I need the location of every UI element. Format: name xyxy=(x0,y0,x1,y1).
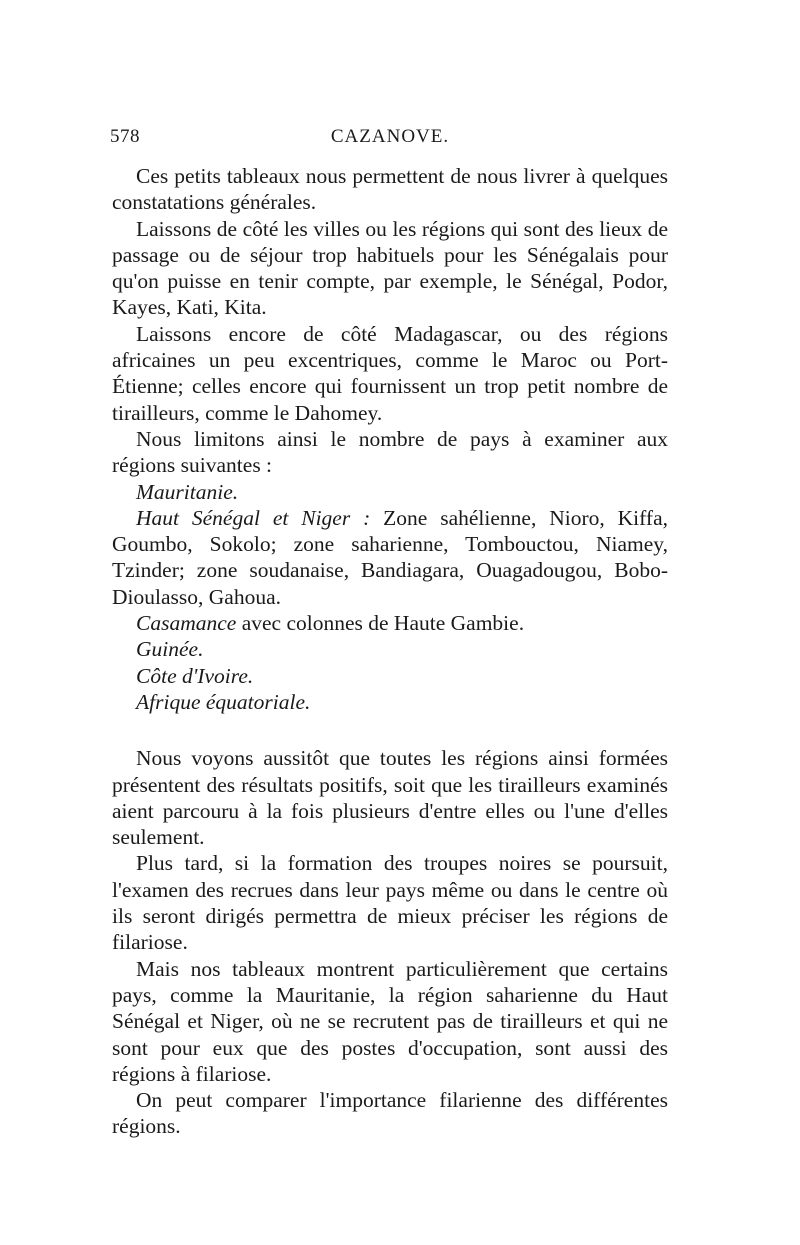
region-haut-senegal-label: Haut Sénégal et Niger : xyxy=(136,505,371,530)
paragraph-7: Mais nos tableaux montrent particulièrement que certains pays, comme la Mauritanie, la région saharienne du Haut Sénégal et Niger, où ne se recrutent pas de tirailleurs et qui ne sont pour eux que des postes d'occupation, sont aussi des régions à filariose. xyxy=(112,956,668,1086)
region-casamance-text: avec colonnes de Haute Gambie. xyxy=(236,611,525,636)
region-haut-senegal xyxy=(112,505,668,610)
running-title: CAZANOVE. xyxy=(330,126,450,147)
region-cote-ivoire: Côte d'Ivoire. xyxy=(136,663,254,688)
region-casamance xyxy=(112,610,668,636)
page-number: 578 xyxy=(110,126,140,147)
body-text xyxy=(112,163,668,1140)
running-head xyxy=(110,126,670,156)
paragraph-1: Ces petits tableaux nous permettent de nous livrer à quelques constatations générales. xyxy=(112,164,668,215)
region-afrique-equatoriale: Afrique équatoriale. xyxy=(136,689,311,714)
paragraph-8: On peut comparer l'importance filarienne des différentes régions. xyxy=(112,1088,668,1139)
paragraph-3: Laissons encore de côté Madagascar, ou des régions africaines un peu excentriques, comme le Maroc ou Port-Étienne; celles encore qui fournissent un trop petit nombre de tirailleurs, comme le Dahomey. xyxy=(112,321,668,425)
paragraph-5: Nous voyons aussitôt que toutes les régions ainsi formées présentent des résultats positifs, soit que les tirailleurs examinés aient parcouru à la fois plusieurs d'entre elles ou l'une d'elles seulement. xyxy=(112,746,668,850)
region-casamance-label: Casamance xyxy=(136,611,237,636)
region-mauritanie: Mauritanie. xyxy=(136,479,239,504)
paragraph-6: Plus tard, si la formation des troupes noires se poursuit, l'examen des recrues dans leur pays même ou dans le centre où ils seront dirigés permettra de mieux préciser les régions de filariose. xyxy=(112,851,668,955)
section-gap xyxy=(112,715,668,745)
paragraph-4: Nous limitons ainsi le nombre de pays à examiner aux régions suivantes : xyxy=(112,426,668,478)
paragraph-2: Laissons de côté les villes ou les régions qui sont des lieux de passage ou de séjour trop habituels pour les Sénégalais pour qu'on puisse en tenir compte, par exemple, le Sénégal, Podor, Kayes, Kati, Kita. xyxy=(112,216,668,320)
region-haut-senegal-text: Zone sahélienne, Nioro, Kiffa, Goumbo, Sokolo; zone saharienne, Tombouctou, Niamey, Tzinder; zone soudanaise, Bandiagara, Ouagadougou, Bobo-Dioulasso, Gahoua. xyxy=(112,505,668,609)
region-guinee: Guinée. xyxy=(136,637,204,662)
